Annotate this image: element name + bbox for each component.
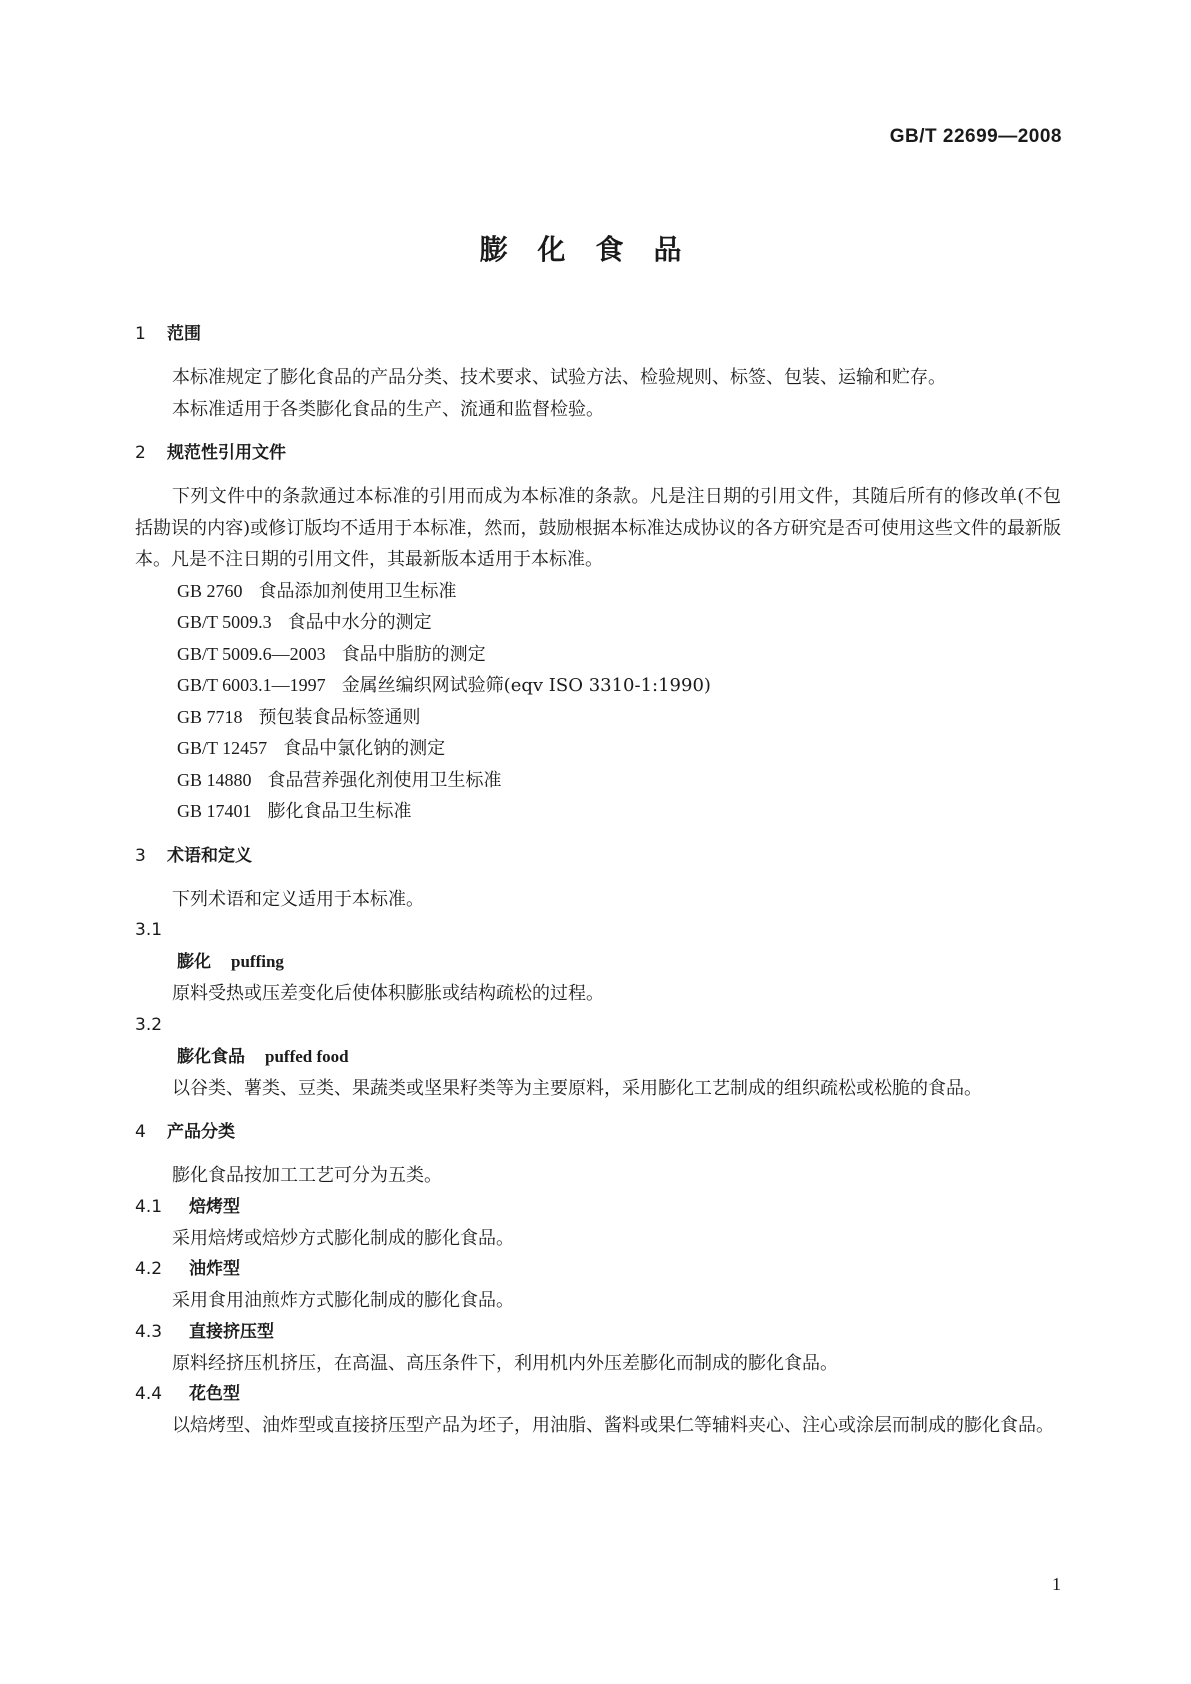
reference-title: 预包装食品标签通则: [258, 706, 421, 728]
reference-code: GB 14880: [177, 769, 252, 790]
section-title: 范围: [167, 324, 201, 344]
term-zh: 膨化: [177, 952, 211, 972]
reference-code: GB/T 5009.6—2003: [177, 643, 326, 664]
reference-item: [135, 639, 1061, 671]
section-title: 术语和定义: [167, 845, 252, 866]
term-definition: 原料受热或压差变化后使体积膨胀或结构疏松的过程。: [172, 983, 604, 1004]
reference-title: 食品营养强化剂使用卫生标准: [267, 769, 502, 791]
section-number: 3: [135, 845, 146, 866]
subsection-title: 焙烤型: [189, 1196, 240, 1217]
term-entry: [135, 1041, 1061, 1073]
section-4-heading: [135, 1120, 1061, 1144]
reference-code: GB/T 6003.1—1997: [177, 675, 326, 695]
paragraph: 本标准规定了膨化食品的产品分类、技术要求、试验方法、检验规则、标签、包装、运输和贮存。: [172, 367, 946, 388]
reference-title: 食品中水分的测定: [287, 612, 432, 633]
reference-code: GB/T 5009.3: [177, 612, 272, 632]
paragraph: 膨化食品按加工工艺可分为五类。: [172, 1165, 442, 1186]
section-2-heading: [135, 441, 1061, 465]
paragraph: 本标准适用于各类膨化食品的生产、流通和监督检验。: [172, 398, 604, 420]
section-title: 规范性引用文件: [167, 443, 286, 463]
reference-title: 食品添加剂使用卫生标准: [258, 580, 457, 602]
reference-code: GB/T 12457: [177, 738, 268, 758]
reference-code: GB 7718: [177, 706, 243, 727]
subsection-title: 油炸型: [189, 1259, 240, 1279]
paragraph: 采用食用油煎炸方式膨化制成的膨化食品。: [172, 1290, 514, 1311]
reference-item: [135, 796, 1061, 828]
subsection-number: 4.2: [135, 1259, 163, 1279]
reference-code: GB 17401: [177, 801, 252, 821]
subsection-number: 4.1: [135, 1196, 163, 1217]
term-number: 3.2: [135, 1014, 163, 1035]
paragraph: 下列术语和定义适用于本标准。: [172, 888, 424, 910]
section-title: 产品分类: [167, 1122, 235, 1142]
section-number: 2: [135, 443, 146, 463]
subsection-heading: [135, 1192, 1061, 1223]
page-number: 1: [1052, 1574, 1061, 1594]
section-1-heading: [135, 322, 1061, 346]
term-definition: 以谷类、薯类、豆类、果蔬类或坚果籽类等为主要原料，采用膨化工艺制成的组织疏松或松脆的食品。: [172, 1077, 982, 1099]
standard-number: GB/T 22699—2008: [889, 126, 1062, 147]
subsection-heading: [135, 1379, 1061, 1410]
reference-item: [135, 576, 1061, 608]
reference-title: 金属丝编织网试验筛(eqv ISO 3310-1:1990): [341, 675, 711, 696]
subsection-title: 花色型: [189, 1384, 240, 1404]
paragraph: 原料经挤压机挤压，在高温、高压条件下，利用机内外压差膨化而制成的膨化食品。: [172, 1352, 838, 1374]
section-number: 1: [135, 324, 146, 344]
reference-item: [135, 702, 1061, 734]
reference-title: 食品中脂肪的测定: [341, 643, 486, 665]
subsection-heading: [135, 1254, 1061, 1285]
document-title: 膨化食品: [479, 233, 712, 266]
reference-item: [135, 765, 1061, 797]
paragraph: 下列文件中的条款通过本标准的引用而成为本标准的条款。凡是注日期的引用文件，其随后所有的修改单(不包括勘误的内容)或修订版均不适用于本标准，然而，鼓励根据本标准达成协议的各方研究是否可使用这些文件的最新版本。凡是不注日期的引用文件，其最新版本适用于本标准。: [135, 486, 1061, 570]
term-entry: [135, 946, 1061, 978]
term-number: 3.1: [135, 920, 163, 940]
section-number: 4: [135, 1122, 146, 1142]
reference-code: GB 2760: [177, 580, 243, 601]
reference-title: 膨化食品卫生标准: [267, 801, 412, 822]
subsection-heading: [135, 1317, 1061, 1348]
paragraph: 采用焙烤或焙炒方式膨化制成的膨化食品。: [172, 1227, 514, 1249]
reference-item: [135, 733, 1061, 765]
term-zh: 膨化食品: [177, 1046, 245, 1067]
reference-item: [135, 670, 1061, 702]
subsection-title: 直接挤压型: [189, 1321, 274, 1342]
paragraph: 以焙烤型、油炸型或直接挤压型产品为坯子，用油脂、酱料或果仁等辅料夹心、注心或涂层而制成的膨化食品。: [172, 1415, 1054, 1436]
term-en: puffed food: [265, 1046, 349, 1066]
subsection-number: 4.4: [135, 1384, 163, 1404]
reference-item: [135, 607, 1061, 639]
subsection-number: 4.3: [135, 1321, 163, 1342]
term-en: puffing: [231, 952, 284, 971]
section-3-heading: [135, 844, 1061, 868]
document-body: [135, 322, 1061, 1442]
reference-title: 食品中氯化钠的测定: [283, 738, 446, 759]
